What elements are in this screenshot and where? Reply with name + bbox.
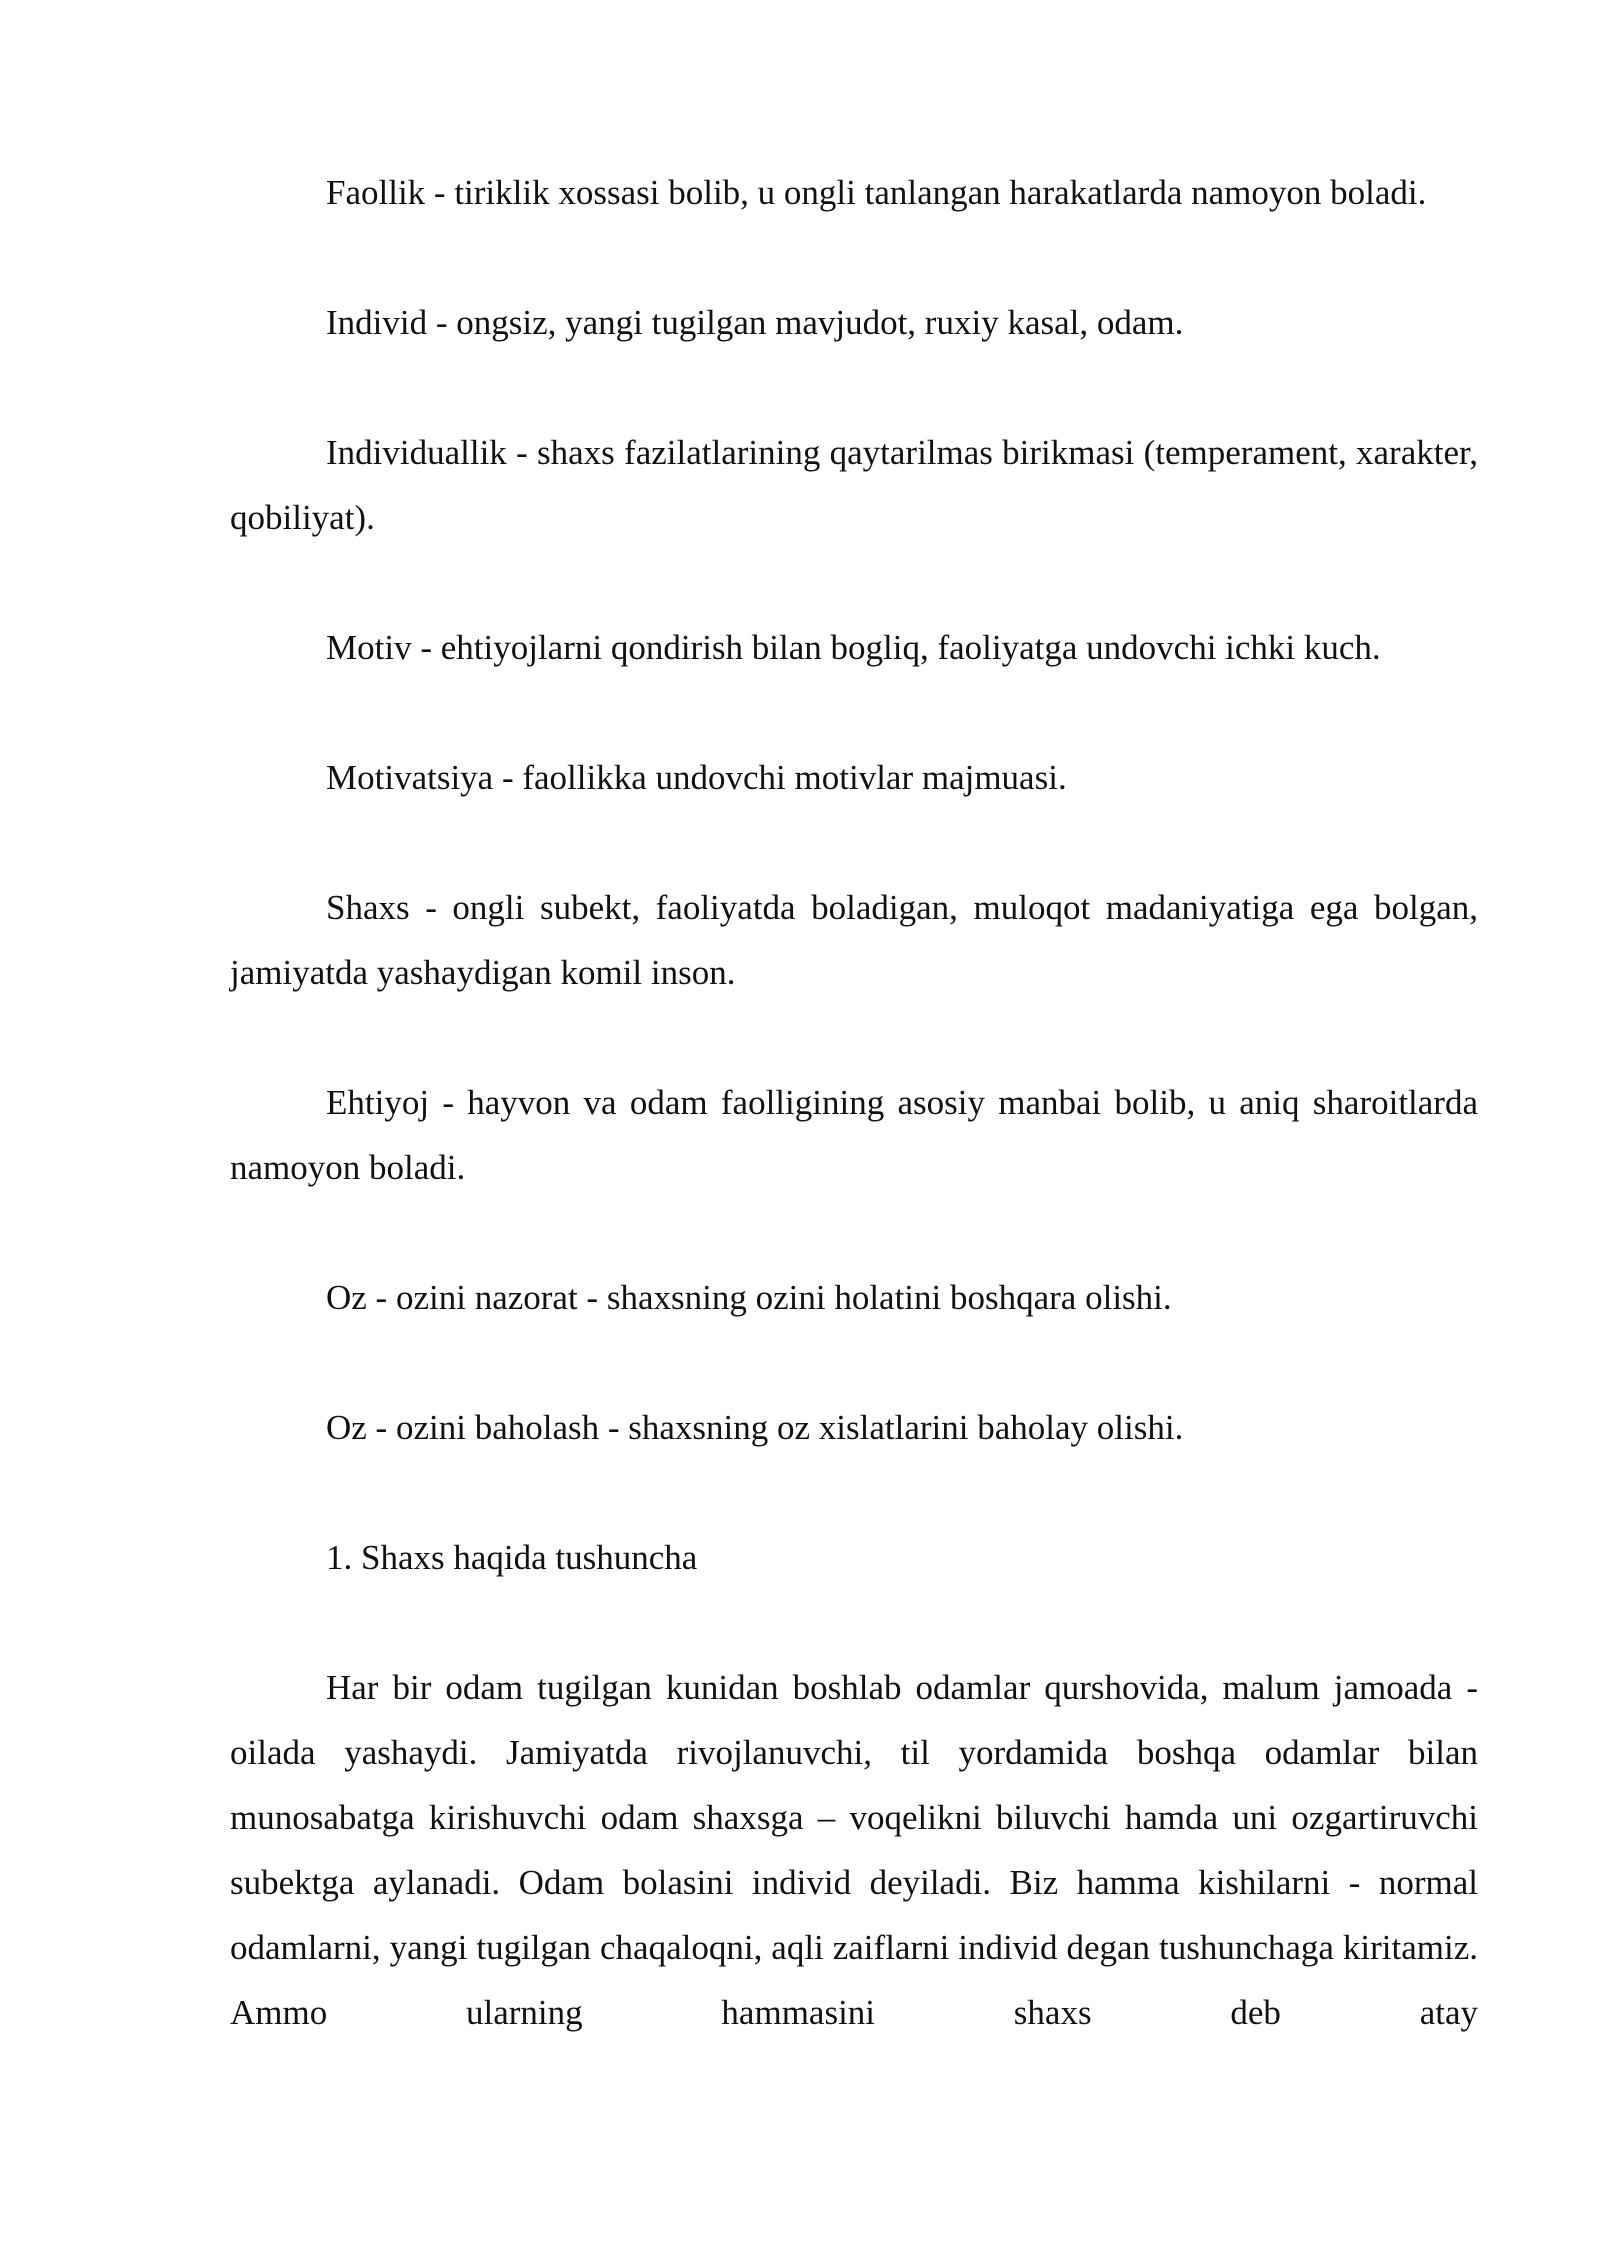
definition-oz-ozini-baholash: Oz - ozini baholash - shaxsning oz xislatlarini baholay olishi.: [326, 1408, 1184, 1447]
definition-faollik: Faollik - tiriklik xossasi bolib, u ongli tanlangan harakatlarda namoyon boladi.: [326, 173, 1427, 212]
document-body: [230, 160, 1478, 2045]
definition-motiv: Motiv - ehtiyojlarni qondirish bilan bogliq, faoliyatga undovchi ichki kuch.: [326, 628, 1381, 667]
definition-oz-ozini-nazorat: Oz - ozini nazorat - shaxsning ozini holatini boshqara olishi.: [326, 1278, 1172, 1317]
definition-individ: Individ - ongsiz, yangi tugilgan mavjudot, ruxiy kasal, odam.: [326, 303, 1184, 342]
definition-ehtiyoj: Ehtiyoj - hayvon va odam faolligining asosiy manbai bolib, u aniq sharoitlarda namoyon boladi.: [230, 1083, 1478, 1187]
section-heading: 1. Shaxs haqida tushuncha: [326, 1538, 698, 1577]
body-paragraph: Har bir odam tugilgan kunidan boshlab odamlar qurshovida, malum jamoada - oilada yashaydi. Jamiyatda rivojlanuvchi, til yordamida boshqa odamlar bilan munosabatga kirishuvchi odam shaxsga – voqelikni biluvchi hamda uni ozgartiruvchi subektga aylanadi. Odam bolasini individ deyiladi. Biz hamma kishilarni - normal odamlarni, yangi tugilgan chaqaloqni, aqli zaiflarni individ degan tushunchaga kiritamiz. Ammo ularning hammasini shaxs deb atay: [230, 1668, 1478, 2032]
definition-shaxs: Shaxs - ongli subekt, faoliyatda boladigan, muloqot madaniyatiga ega bolgan, jamiyatda yashaydigan komil inson.: [230, 888, 1478, 992]
definition-motivatsiya: Motivatsiya - faollikka undovchi motivlar majmuasi.: [326, 758, 1067, 797]
definition-individuallik: Individuallik - shaxs fazilatlarining qaytarilmas birikmasi (temperament, xarakter, qobiliyat).: [230, 433, 1478, 537]
